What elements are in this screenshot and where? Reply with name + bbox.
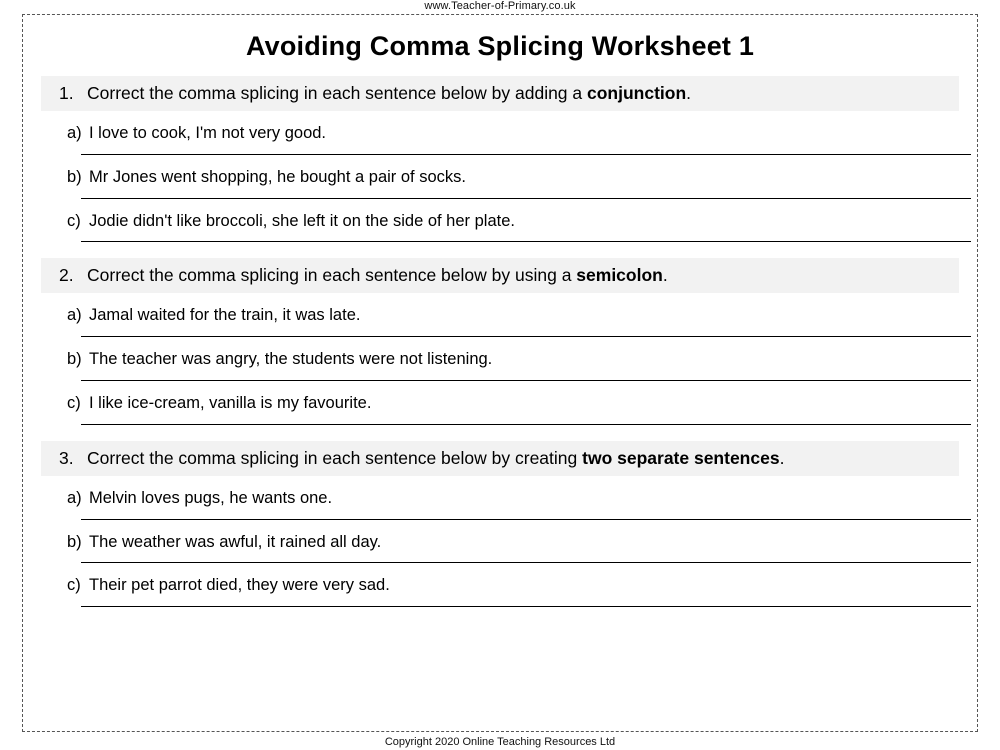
question-2-text	[87, 265, 959, 286]
list-item	[41, 391, 959, 417]
answer-line-2a[interactable]	[81, 335, 971, 337]
item-1b-label: b)	[67, 167, 82, 186]
item-3b-text: The weather was awful, it rained all day.	[89, 532, 382, 551]
item-3a-label: a)	[67, 488, 82, 507]
list-item	[41, 303, 959, 329]
item-3b-label: b)	[67, 532, 82, 551]
question-3-instruction	[41, 441, 959, 476]
question-3-text-before: Correct the comma splicing in each sentence below by creating	[87, 447, 583, 468]
question-1-text-bold: conjunction	[587, 83, 687, 103]
question-2-instruction	[41, 258, 959, 293]
answer-line-2b[interactable]	[81, 379, 971, 381]
site-url: www.Teacher-of-Primary.co.uk	[424, 0, 576, 12]
item-1c-text: Jodie didn't like broccoli, she left it on the side of her plate.	[89, 211, 515, 230]
question-1-text-after: .	[686, 83, 692, 103]
question-2-number: 2.	[59, 265, 74, 286]
item-3c-text: Their pet parrot died, they were very sad.	[89, 576, 390, 595]
question-1-number: 1.	[59, 83, 74, 103]
answer-line-2c[interactable]	[81, 423, 971, 425]
item-2b-text: The teacher was angry, the students were not listening.	[89, 350, 493, 369]
list-item	[41, 347, 959, 373]
answer-line-1a[interactable]	[81, 153, 971, 155]
answer-line-1b[interactable]	[81, 197, 971, 199]
item-3b	[67, 530, 951, 556]
list-item	[41, 121, 959, 147]
question-1-instruction	[41, 76, 959, 111]
item-2c	[67, 391, 951, 417]
list-item	[41, 530, 959, 556]
list-item	[41, 209, 959, 235]
item-3a	[67, 486, 951, 512]
answer-line-1c[interactable]	[81, 240, 971, 242]
copyright-notice: Copyright 2020 Online Teaching Resources Ltd	[384, 736, 616, 748]
question-2-text-after: .	[662, 265, 668, 286]
answer-line-3b[interactable]	[81, 561, 971, 563]
worksheet-content	[23, 15, 977, 731]
item-2c-text: I like ice-cream, vanilla is my favourite.	[89, 393, 372, 412]
item-1a	[67, 121, 951, 147]
answer-line-3a[interactable]	[81, 518, 971, 520]
list-item	[41, 165, 959, 191]
item-2a	[67, 303, 951, 329]
section-2	[41, 258, 959, 424]
question-2-text-bold: semicolon	[576, 265, 663, 286]
page-title: Avoiding Comma Splicing Worksheet 1	[245, 31, 755, 61]
list-item	[41, 573, 959, 599]
item-2b	[67, 347, 951, 373]
item-2b-label: b)	[67, 350, 82, 369]
item-3c	[67, 573, 951, 599]
question-3-text	[87, 448, 959, 469]
answer-line-3c[interactable]	[81, 605, 971, 607]
item-2a-text: Jamal waited for the train, it was late.	[89, 306, 361, 325]
item-1c-label: c)	[67, 211, 81, 230]
list-item	[41, 486, 959, 512]
section-3	[41, 441, 959, 607]
item-2a-label: a)	[67, 306, 82, 325]
item-1b-text: Mr Jones went shopping, he bought a pair of socks.	[89, 167, 466, 186]
item-1a-text: I love to cook, I'm not very good.	[89, 124, 327, 142]
section-1	[41, 76, 959, 242]
question-1-text-before: Correct the comma splicing in each sentence below by adding a	[87, 83, 587, 103]
question-1-text	[87, 83, 959, 104]
question-3-text-after: .	[779, 447, 785, 468]
item-3a-text: Melvin loves pugs, he wants one.	[89, 488, 333, 507]
question-3-number: 3.	[59, 447, 74, 468]
item-2c-label: c)	[67, 393, 81, 412]
item-3c-label: c)	[67, 576, 81, 595]
item-1a-label: a)	[67, 124, 82, 142]
question-3-text-bold: two separate sentences	[582, 447, 780, 468]
question-2-text-before: Correct the comma splicing in each sentence below by using a	[87, 265, 577, 286]
item-1b	[67, 165, 951, 191]
item-1c	[67, 209, 951, 235]
worksheet-border	[22, 14, 978, 732]
